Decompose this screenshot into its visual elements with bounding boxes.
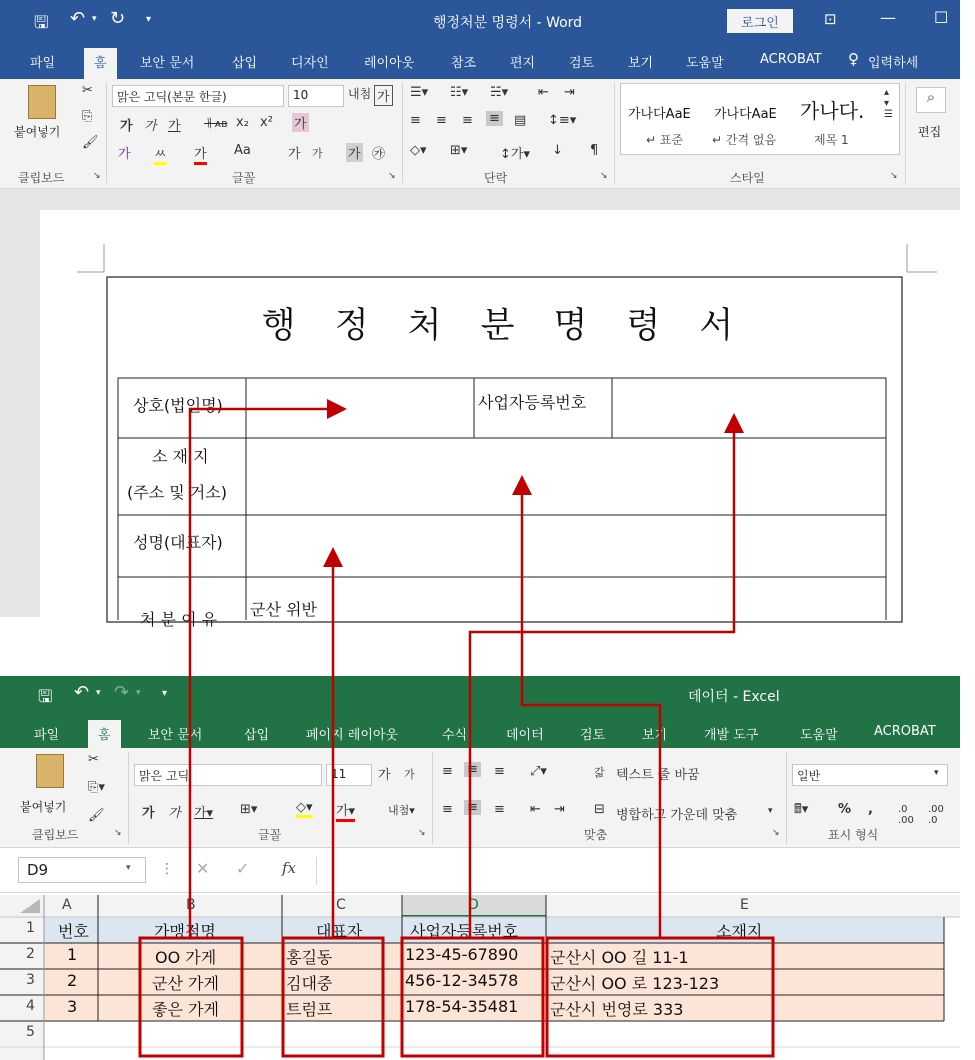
save-icon[interactable]: 🖫 xyxy=(34,13,49,33)
row4-value[interactable]: 군산 위반 xyxy=(250,600,317,619)
font-dialog-launcher-icon[interactable]: ↘ xyxy=(418,828,426,838)
fill-color-icon[interactable]: ◇▾ xyxy=(296,800,313,818)
font-name-combo[interactable]: 맑은 고딕 xyxy=(134,764,322,786)
style-nospacing-name: ↵ 간격 없음 xyxy=(712,133,777,147)
text-effects-icon[interactable]: 가 xyxy=(292,113,309,132)
group-font-label: 글꼴 xyxy=(232,171,256,185)
italic-icon[interactable]: 가 xyxy=(144,119,157,134)
document-heading: 행 정 처 분 명 령 서 xyxy=(261,306,748,346)
merge-dropdown-icon[interactable]: ▾ xyxy=(768,806,773,816)
header-cell-location[interactable]: 소재지 xyxy=(716,922,763,941)
row-header-2[interactable]: 2 xyxy=(26,946,35,962)
numbering-icon[interactable]: ☷▾ xyxy=(450,85,469,100)
tab-mailings[interactable]: 편지 xyxy=(510,56,536,71)
tab-secure-doc[interactable]: 보안 문서 xyxy=(148,728,203,743)
table-cell[interactable]: OO 가게 xyxy=(155,948,217,967)
format-painter-icon[interactable]: 🖌 xyxy=(88,808,105,823)
style-normal-name: ↵ 표준 xyxy=(646,133,684,147)
multilevel-list-icon[interactable]: ☵▾ xyxy=(490,85,509,100)
excel-ribbon-tabs xyxy=(0,716,960,748)
decrease-indent-icon[interactable]: ⇤ xyxy=(538,85,549,100)
subscript-icon[interactable]: x₂ xyxy=(236,115,249,130)
grow-font-icon[interactable]: 가 xyxy=(378,768,391,783)
table-cell[interactable]: 홍길동 xyxy=(286,948,333,967)
window-title: 행정처분 명령서 - Word xyxy=(433,15,583,31)
char-shading-icon[interactable]: 가 xyxy=(346,143,363,162)
tab-insert[interactable]: 삽입 xyxy=(232,56,258,71)
styles-scroll-icon[interactable]: ▴ ▾ ☰ xyxy=(884,87,893,120)
tab-layout[interactable]: 레이아웃 xyxy=(364,56,415,71)
row1-label: 상호(법인명) xyxy=(133,396,223,415)
style-normal-preview[interactable]: 가나다AaE xyxy=(628,107,691,122)
tab-view[interactable]: 보기 xyxy=(642,728,668,743)
undo-dropdown-icon[interactable]: ▾ xyxy=(96,688,101,698)
column-header-b[interactable]: B xyxy=(186,897,196,913)
cut-icon[interactable]: ✂ xyxy=(82,83,93,98)
row1-label-business-number: 사업자등록번호 xyxy=(478,393,587,412)
align-dialog-launcher-icon[interactable]: ↘ xyxy=(772,828,780,838)
increase-indent-icon[interactable]: ⇥ xyxy=(554,802,565,817)
align-top-icon[interactable]: ≡ xyxy=(442,764,453,779)
tab-acrobat[interactable]: ACROBAT xyxy=(760,52,822,67)
row3-label: 성명(대표자) xyxy=(133,533,223,552)
window-title: 데이터 - Excel xyxy=(688,689,780,705)
style-heading1-preview[interactable]: 가나다. xyxy=(800,99,865,123)
merge-icon[interactable]: ⊟ xyxy=(594,802,605,817)
merge-center-button[interactable]: 병합하고 가운데 맞춤 xyxy=(616,808,738,823)
row-header-4[interactable]: 4 xyxy=(26,998,35,1014)
tab-page-layout[interactable]: 페이지 레이아웃 xyxy=(306,728,399,743)
grow-font-icon[interactable]: 가 xyxy=(288,147,301,162)
font-size-combo[interactable]: 10 xyxy=(288,85,344,107)
group-clipboard-label: 클립보드 xyxy=(18,171,65,185)
row2-label-address: (주소 및 거소) xyxy=(127,483,227,502)
show-marks-icon[interactable]: ¶ xyxy=(590,143,599,158)
paragraph-dialog-launcher-icon[interactable]: ↘ xyxy=(600,171,608,181)
format-painter-icon[interactable]: 🖌 xyxy=(82,135,99,150)
tab-help[interactable]: 도움말 xyxy=(800,728,838,743)
shrink-font-icon[interactable]: 가 xyxy=(312,147,323,160)
increase-indent-icon[interactable]: ⇥ xyxy=(564,85,575,100)
bold-icon[interactable]: 가 xyxy=(120,119,133,134)
tell-me-search[interactable]: 입력하세 xyxy=(868,56,919,71)
comma-button[interactable]: , xyxy=(868,802,873,817)
group-font-label: 글꼴 xyxy=(258,828,282,842)
shrink-font-icon[interactable]: 가 xyxy=(404,768,415,781)
wrap-text-icon[interactable]: 갋 xyxy=(594,766,605,779)
name-box-dropdown-icon[interactable]: ▾ xyxy=(126,863,131,873)
row4-label: 처 분 이 유 xyxy=(140,610,218,629)
borders-icon[interactable]: ⊞▾ xyxy=(450,143,468,158)
align-center-icon[interactable]: ≡ xyxy=(464,800,481,815)
minimize-icon[interactable]: — xyxy=(880,8,896,27)
copy-icon[interactable]: ⎘▾ xyxy=(88,780,105,795)
change-case-icon[interactable]: Aa xyxy=(234,143,251,158)
excel-window xyxy=(0,676,960,1060)
table-cell[interactable]: 2 xyxy=(67,971,78,990)
phonetic-guide-icon[interactable]: 내첨 xyxy=(348,87,372,101)
row2-label-location: 소 재 지 xyxy=(152,447,209,466)
tab-developer[interactable]: 개발 도구 xyxy=(704,728,759,743)
more-options-icon: ⋮ xyxy=(160,861,174,877)
undo-icon[interactable]: ↶ xyxy=(74,682,90,703)
table-cell[interactable]: 456-12-34578 xyxy=(405,971,519,990)
style-nospacing-preview[interactable]: 가나다AaE xyxy=(714,107,777,122)
undo-dropdown-icon[interactable]: ▾ xyxy=(92,14,97,24)
formula-bar xyxy=(0,849,960,893)
redo-dropdown-icon[interactable]: ▾ xyxy=(136,688,141,698)
decrease-decimal-icon[interactable]: .00 .0 xyxy=(928,804,944,826)
align-right-icon[interactable]: ≡ xyxy=(462,113,473,128)
find-icon[interactable]: ⌕ xyxy=(916,87,946,113)
row-header-5[interactable]: 5 xyxy=(26,1024,35,1040)
percent-button[interactable]: % xyxy=(838,802,852,817)
group-paragraph-label: 단락 xyxy=(484,171,508,185)
column-header-d[interactable]: D xyxy=(468,897,479,913)
table-cell[interactable]: 1 xyxy=(67,945,78,964)
line-spacing-icon[interactable]: ↕≡▾ xyxy=(548,113,577,128)
login-button[interactable]: 로그인 xyxy=(727,9,793,33)
table-cell[interactable]: 군산 가게 xyxy=(152,974,219,993)
asian-layout-icon[interactable]: ↓ xyxy=(552,143,563,158)
increase-decimal-icon[interactable]: .0 .00 xyxy=(898,804,914,826)
align-bottom-icon[interactable]: ≡ xyxy=(494,764,505,779)
font-color-icon[interactable]: 가▾ xyxy=(336,800,355,822)
number-format-combo[interactable]: 일반 xyxy=(792,764,948,786)
tab-help[interactable]: 도움말 xyxy=(686,56,724,71)
tab-design[interactable]: 디자인 xyxy=(291,56,329,71)
justify-icon[interactable]: ≡ xyxy=(486,111,503,126)
table-cell[interactable]: 123-45-67890 xyxy=(405,945,519,964)
table-cell[interactable]: 군산시 번영로 333 xyxy=(550,1000,684,1019)
group-align-label: 맞춤 xyxy=(584,828,608,842)
tab-file[interactable]: 파일 xyxy=(34,728,60,743)
align-center-icon[interactable]: ≡ xyxy=(436,113,447,128)
number-format-dropdown-icon[interactable]: ▾ xyxy=(934,768,939,778)
row-header-3[interactable]: 3 xyxy=(26,972,35,988)
header-cell-representative[interactable]: 대표자 xyxy=(316,922,363,941)
copy-icon[interactable]: ⎘ xyxy=(82,109,93,124)
row-header-1[interactable]: 1 xyxy=(26,920,35,936)
table-cell[interactable]: 군산시 OO 로 123-123 xyxy=(550,974,720,993)
lightbulb-icon: ♀ xyxy=(848,50,859,68)
tab-data[interactable]: 데이터 xyxy=(506,728,544,743)
bold-icon[interactable]: 가 xyxy=(142,806,155,821)
font-dialog-launcher-icon[interactable]: ↘ xyxy=(388,171,396,181)
underline-icon[interactable]: 가▾ xyxy=(194,806,214,821)
font-name-combo[interactable]: 맑은 고딕(본문 한글) xyxy=(112,85,284,107)
paste-button[interactable]: 붙여넣기 xyxy=(20,800,67,814)
column-header-e[interactable]: E xyxy=(740,897,749,913)
wrap-text-button[interactable]: 텍스트 줄 바꿈 xyxy=(616,768,700,783)
underline-icon[interactable]: 가 xyxy=(168,119,181,134)
shading-icon[interactable]: ◇▾ xyxy=(410,143,427,158)
enter-icon[interactable]: ✓ xyxy=(236,859,250,878)
tab-insert[interactable]: 삽입 xyxy=(244,728,270,743)
tab-home[interactable]: 홈 xyxy=(84,48,117,79)
ribbon-display-icon[interactable]: ⊡ xyxy=(824,10,837,28)
table-cell[interactable]: 군산시 OO 길 11-1 xyxy=(550,948,689,967)
tab-home[interactable]: 홈 xyxy=(88,720,121,748)
excel-ribbon xyxy=(0,748,960,848)
column-header-a[interactable]: A xyxy=(62,897,72,913)
cancel-icon[interactable]: ✕ xyxy=(196,859,210,878)
excel-title-bar xyxy=(0,676,960,716)
font-color-icon[interactable]: 가 xyxy=(194,143,207,165)
customize-qat-icon[interactable]: ▾ xyxy=(146,14,152,25)
decrease-indent-icon[interactable]: ⇤ xyxy=(530,802,541,817)
maximize-icon[interactable]: ☐ xyxy=(934,8,949,27)
highlight-color-icon[interactable]: ㅆ xyxy=(154,143,167,165)
formula-input[interactable] xyxy=(316,857,960,885)
customize-qat-icon[interactable]: ▾ xyxy=(162,688,168,699)
header-cell-business-number[interactable]: 사업자등록번호 xyxy=(410,922,519,941)
clipboard-dialog-launcher-icon[interactable]: ↘ xyxy=(114,828,122,838)
strikethrough-icon[interactable]: ㅐᴀʙ xyxy=(204,117,228,130)
paste-button[interactable]: 붙여넣기 xyxy=(14,125,61,139)
cut-icon[interactable]: ✂ xyxy=(88,752,99,767)
align-right-icon[interactable]: ≡ xyxy=(494,802,505,817)
distributed-icon[interactable]: ▤ xyxy=(514,113,527,128)
align-middle-icon[interactable]: ≡ xyxy=(464,762,481,777)
char-border-icon[interactable]: 가 xyxy=(374,85,393,106)
tab-review[interactable]: 검토 xyxy=(569,56,595,71)
text-highlight-icon[interactable]: 가 xyxy=(118,147,131,162)
table-cell[interactable]: 트럼프 xyxy=(286,1000,333,1019)
align-left-icon[interactable]: ≡ xyxy=(442,802,453,817)
borders-icon[interactable]: ⊞▾ xyxy=(240,802,258,817)
tab-file[interactable]: 파일 xyxy=(30,56,56,71)
bullets-icon[interactable]: ☰▾ xyxy=(410,85,429,100)
sort-icon[interactable]: ↕가▾ xyxy=(500,147,530,162)
edit-button[interactable]: 편집 xyxy=(918,125,942,139)
save-icon[interactable]: 🖫 xyxy=(38,687,53,707)
redo-icon[interactable]: ↻ xyxy=(110,8,126,29)
dialog-launcher-icon[interactable]: ↘ xyxy=(93,171,101,181)
name-box[interactable]: D9 xyxy=(18,857,146,883)
tab-view[interactable]: 보기 xyxy=(628,56,654,71)
tab-acrobat[interactable]: ACROBAT xyxy=(874,724,936,739)
insert-function-icon[interactable]: fx xyxy=(282,859,297,877)
style-heading1-name: 제목 1 xyxy=(814,133,849,147)
header-cell-store-name[interactable]: 가맹점명 xyxy=(154,922,216,941)
accounting-format-icon[interactable]: 🖩▾ xyxy=(794,802,809,817)
header-cell-number[interactable]: 번호 xyxy=(58,922,89,941)
table-cell[interactable]: 178-54-35481 xyxy=(405,997,519,1016)
paste-icon[interactable] xyxy=(36,754,64,788)
tab-secure-doc[interactable]: 보안 문서 xyxy=(140,56,195,71)
phonetic-icon[interactable]: 내첨▾ xyxy=(388,804,415,817)
tab-review[interactable]: 검토 xyxy=(580,728,606,743)
italic-icon[interactable]: 가 xyxy=(168,806,181,821)
table-cell[interactable]: 3 xyxy=(67,997,78,1016)
enclose-char-icon[interactable]: ㉮ xyxy=(372,147,386,162)
table-cell[interactable]: 김대중 xyxy=(286,974,333,993)
column-header-c[interactable]: C xyxy=(336,897,346,913)
font-size-combo[interactable]: 11 xyxy=(326,764,372,786)
orientation-icon[interactable]: ⤢▾ xyxy=(530,764,547,779)
group-clipboard-label: 클립보드 xyxy=(32,828,79,842)
superscript-icon[interactable]: x² xyxy=(260,115,273,130)
undo-icon[interactable]: ↶ xyxy=(70,8,86,29)
tab-references[interactable]: 참조 xyxy=(451,56,477,71)
group-styles-label: 스타일 xyxy=(730,171,765,185)
styles-dialog-launcher-icon[interactable]: ↘ xyxy=(890,171,898,181)
tab-formulas[interactable]: 수식 xyxy=(442,728,468,743)
redo-icon[interactable]: ↷ xyxy=(114,682,130,703)
table-cell[interactable]: 좋은 가게 xyxy=(152,1000,219,1019)
group-number-label: 표시 형식 xyxy=(828,828,879,842)
align-left-icon[interactable]: ≡ xyxy=(410,113,421,128)
